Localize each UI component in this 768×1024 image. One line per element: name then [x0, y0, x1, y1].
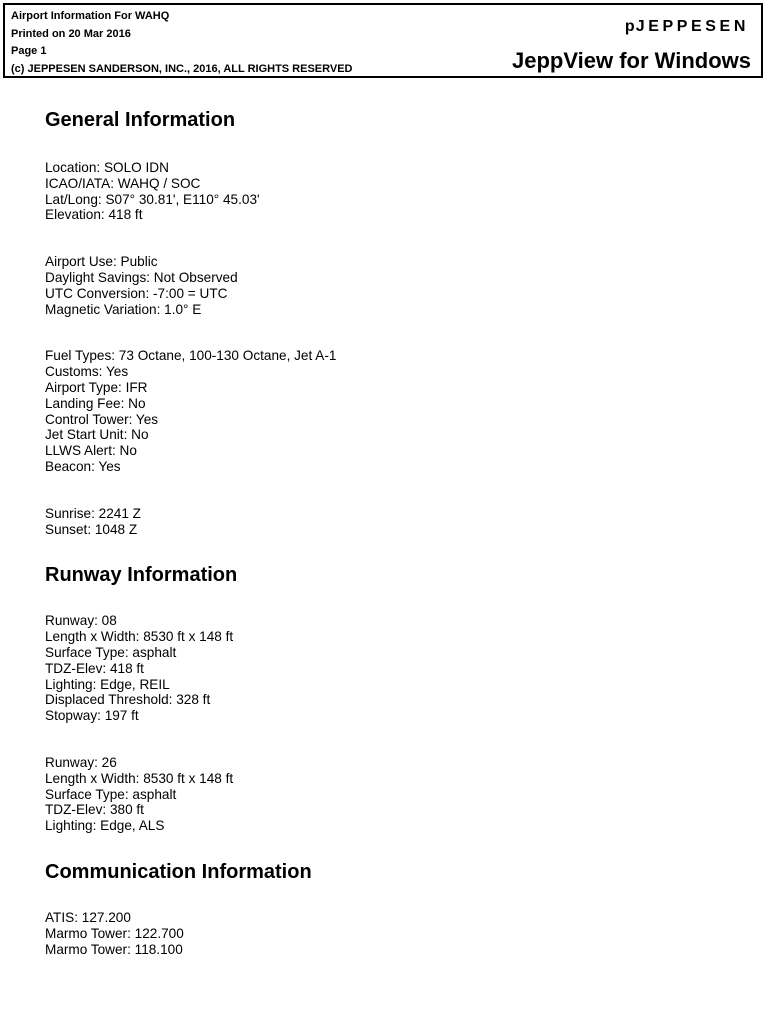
info-line: Lighting: Edge, REIL	[45, 676, 170, 692]
info-line: Daylight Savings: Not Observed	[45, 269, 238, 285]
app-title: JeppView for Windows	[512, 48, 751, 73]
info-line: Jet Start Unit: No	[45, 427, 149, 443]
info-line: Location: SOLO IDN	[45, 160, 169, 175]
header-copyright-line: (c) JEPPESEN SANDERSON, INC., 2016, ALL RIGHTS RESERVED	[11, 62, 353, 75]
info-line: Sunset: 1048 Z	[45, 521, 138, 537]
info-line: Lighting: Edge, ALS	[45, 818, 165, 834]
info-line: Sunrise: 2241 Z	[45, 505, 141, 521]
info-line: Magnetic Variation: 1.0° E	[45, 301, 202, 317]
info-line: Control Tower: Yes	[45, 411, 159, 427]
info-line: LLWS Alert: No	[45, 443, 137, 459]
info-line: UTC Conversion: -7:00 = UTC	[45, 285, 228, 301]
info-line: Length x Width: 8530 ft x 148 ft	[45, 629, 234, 645]
general-info-title: General Information	[45, 109, 236, 131]
document-body	[45, 106, 745, 957]
info-line: ICAO/IATA: WAHQ / SOC	[45, 175, 201, 191]
header-printed-line: Printed on 20 Mar 2016	[11, 27, 131, 40]
info-line: Runway: 08	[45, 613, 117, 629]
info-line: Marmo Tower: 122.700	[45, 925, 184, 941]
info-line: TDZ-Elev: 418 ft	[45, 660, 144, 676]
info-line: Stopway: 197 ft	[45, 708, 139, 724]
info-line: Elevation: 418 ft	[45, 207, 143, 223]
info-line: Fuel Types: 73 Octane, 100-130 Octane, Jet A-1	[45, 348, 337, 364]
general-usage-group	[45, 254, 745, 317]
info-line: Length x Width: 8530 ft x 148 ft	[45, 770, 234, 786]
jeppesen-logo	[625, 18, 749, 36]
jeppesen-logo-text: JEPPESEN	[635, 18, 749, 35]
communication-info-title: Communication Information	[45, 860, 312, 883]
page-header	[3, 3, 763, 78]
communication-freq-group	[45, 910, 745, 957]
general-location-group	[45, 160, 745, 223]
runway-08-group	[45, 613, 745, 724]
info-line: Surface Type: asphalt	[45, 786, 177, 802]
info-line: Runway: 26	[45, 754, 117, 770]
header-page-line: Page 1	[11, 45, 47, 57]
header-airport-line: Airport Information For WAHQ	[11, 10, 170, 22]
info-line: Customs: Yes	[45, 364, 129, 380]
general-sun-group	[45, 506, 745, 538]
info-line: TDZ-Elev: 380 ft	[45, 802, 144, 818]
info-line: Marmo Tower: 118.100	[45, 941, 183, 957]
info-line: Displaced Threshold: 328 ft	[45, 692, 211, 708]
runway-26-group	[45, 755, 745, 834]
jeppesen-logo-mark: p	[624, 18, 635, 35]
runway-info-title: Runway Information	[45, 564, 238, 587]
general-facilities-group	[45, 348, 745, 474]
info-line: Landing Fee: No	[45, 395, 146, 411]
info-line: Airport Use: Public	[45, 254, 158, 270]
header-meta	[11, 8, 353, 78]
info-line: Surface Type: asphalt	[45, 644, 177, 660]
info-line: Lat/Long: S07° 30.81', E110° 45.03'	[45, 191, 260, 207]
info-line: ATIS: 127.200	[45, 909, 131, 925]
info-line: Beacon: Yes	[45, 458, 121, 474]
info-line: Airport Type: IFR	[45, 379, 148, 395]
